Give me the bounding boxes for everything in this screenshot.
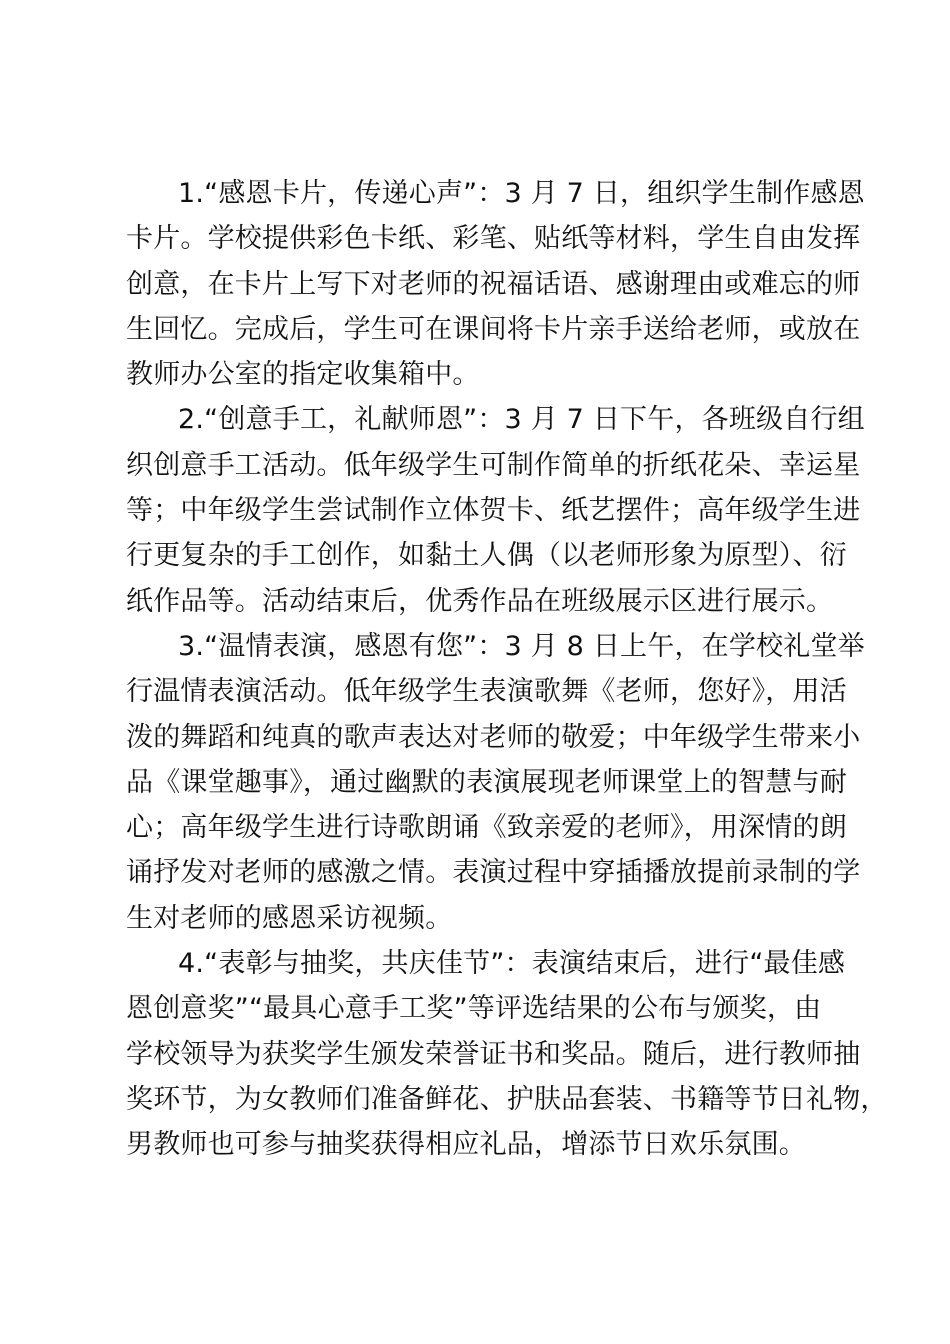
text-line: 织创意手工活动。低年级学生可制作简单的折纸花朵、幸运星	[126, 449, 861, 481]
text-line: 教师办公室的指定收集箱中。	[126, 359, 480, 391]
document-body	[126, 171, 888, 1168]
text-line: 2.“创意手工，礼献师恩”：3 月 7 日下午，各班级自行组	[178, 404, 865, 436]
text-line: 诵抒发对老师的感激之情。表演过程中穿插播放提前录制的学	[126, 857, 861, 889]
paragraph-1	[126, 171, 865, 397]
text-line: 心；高年级学生进行诗歌朗诵《致亲爱的老师》，用深情的朗	[126, 812, 847, 844]
text-line: 学校领导为获奖学生颁发荣誉证书和奖品。随后，进行教师抽	[126, 1038, 861, 1070]
paragraph-3	[126, 624, 865, 941]
text-line: 1.“感恩卡片，传递心声”：3 月 7 日，组织学生制作感恩	[178, 178, 865, 209]
text-line: 纸作品等。活动结束后，优秀作品在班级展示区进行展示。	[126, 585, 834, 617]
text-line: 卡片。学校提供彩色卡纸、彩笔、贴纸等材料，学生自由发挥	[126, 223, 861, 255]
text-line: 4.“表彰与抽奖，共庆佳节”：表演结束后，进行“最佳感	[178, 948, 846, 980]
paragraph-4	[126, 941, 888, 1167]
text-line: 行更复杂的手工创作，如黏土人偶（以老师形象为原型）、衍	[126, 540, 847, 572]
text-line: 等；中年级学生尝试制作立体贺卡、纸艺摆件；高年级学生进	[126, 495, 861, 527]
text-line: 创意，在卡片上写下对老师的祝福话语、感谢理由或难忘的师	[126, 268, 861, 300]
text-line: 行温情表演活动。低年级学生表演歌舞《老师，您好》，用活	[126, 676, 847, 708]
text-line: 生回忆。完成后，学生可在课间将卡片亲手送给老师，或放在	[126, 313, 861, 345]
text-line: 男教师也可参与抽奖获得相应礼品，增添节日欢乐氛围。	[126, 1129, 806, 1161]
text-line: 生对老师的感恩采访视频。	[126, 902, 453, 934]
text-line: 奖环节，为女教师们准备鲜花、护肤品套装、书籍等节日礼物，	[126, 1083, 888, 1115]
text-line: 恩创意奖”“最具心意手工奖”等评选结果的公布与颁奖，由	[126, 993, 822, 1025]
paragraph-2	[126, 397, 865, 623]
text-line: 泼的舞蹈和纯真的歌声表达对老师的敬爱；中年级学生带来小	[126, 721, 861, 753]
text-line: 品《课堂趣事》，通过幽默的表演展现老师课堂上的智慧与耐	[126, 766, 847, 798]
text-line: 3.“温情表演，感恩有您”：3 月 8 日上午，在学校礼堂举	[178, 630, 865, 662]
